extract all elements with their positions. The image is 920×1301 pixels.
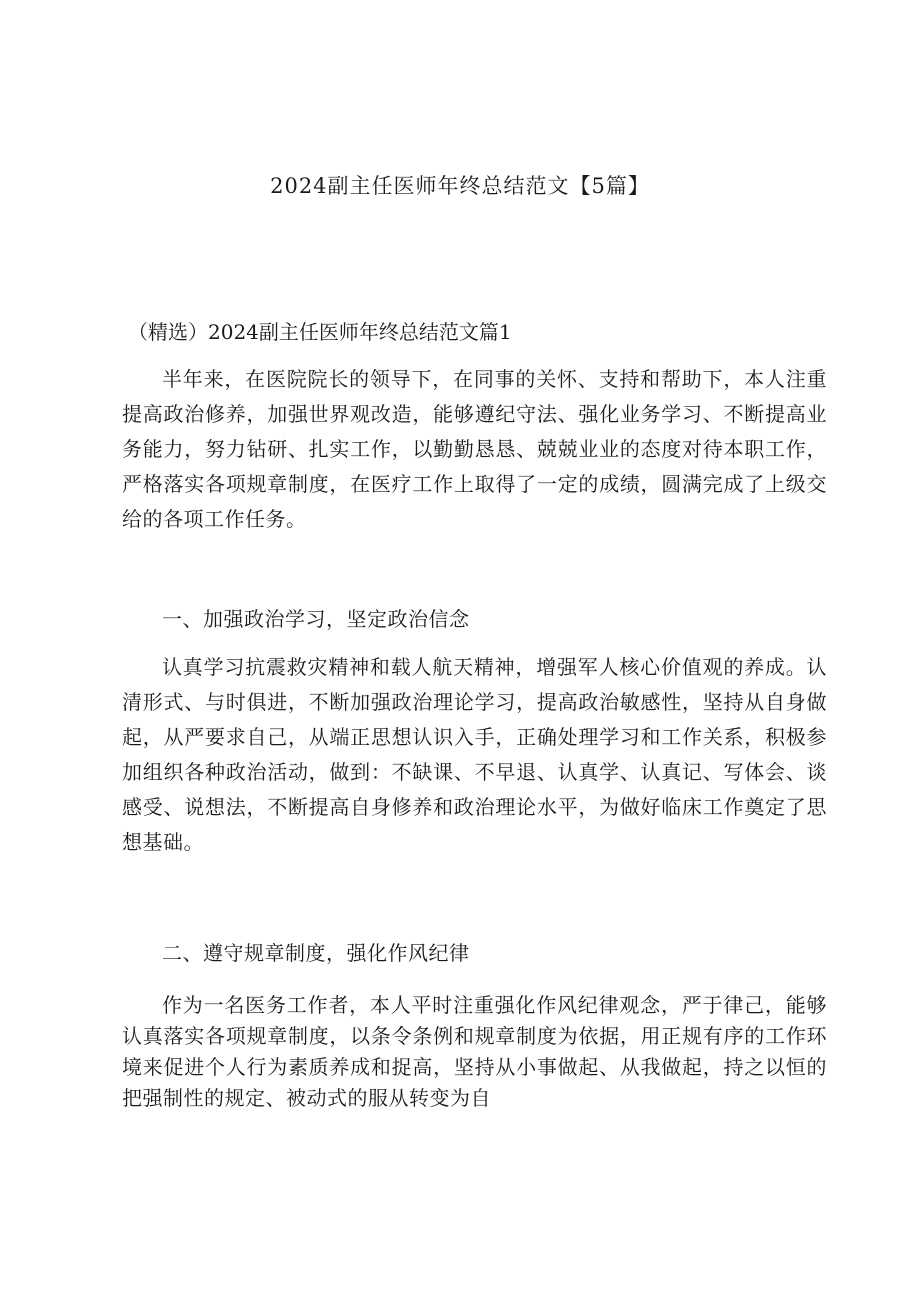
- paragraph-block-3: [122, 990, 827, 1114]
- paragraph-1: 半年来，在医院院长的领导下，在同事的关怀、支持和帮助下，本人注重提高政治修养，加强世界观改造，能够遵纪守法、强化业务学习、不断提高业务能力，努力钻研、扎实工作，以勤勤恳恳、兢兢业业的态度对待本职工作，严格落实各项规章制度，在医疗工作上取得了一定的成绩，圆满完成了上级交给的各项工作任务。: [122, 367, 827, 531]
- paragraph-block-1: [122, 362, 827, 537]
- heading-block-2: [122, 937, 827, 969]
- section-heading-2: 二、遵守规章制度，强化作风纪律: [162, 941, 470, 965]
- heading-block-1: [122, 603, 827, 635]
- section-subtitle: （精选）2024副主任医师年终总结范文篇1: [128, 320, 512, 344]
- paragraph-2: 认真学习抗震救灾精神和载人航天精神，增强军人核心价值观的养成。认清形式、与时俱进，不断加强政治理论学习，提高政治敏感性，坚持从自身做起，从严要求自己，从端正思想认识入手，正确处理学习和工作关系，积极参加组织各种政治活动，做到：不缺课、不早退、认真学、认真记、写体会、谈感受、说想法，不断提高自身修养和政治理论水平，为做好临床工作奠定了思想基础。: [122, 655, 827, 854]
- section-heading-1: 一、加强政治学习，坚定政治信念: [162, 607, 470, 631]
- document-title: 2024副主任医师年终总结范文【5篇】: [270, 174, 650, 198]
- paragraph-block-2: [122, 650, 827, 860]
- paragraph-3: 作为一名医务工作者，本人平时注重强化作风纪律观念，严于律己，能够认真落实各项规章制度，以条令条例和规章制度为依据，用正规有序的工作环境来促进个人行为素质养成和捉高，坚持从小事做起、从我做起，持之以恒的把强制性的规定、被动式的服从转变为自: [122, 993, 827, 1110]
